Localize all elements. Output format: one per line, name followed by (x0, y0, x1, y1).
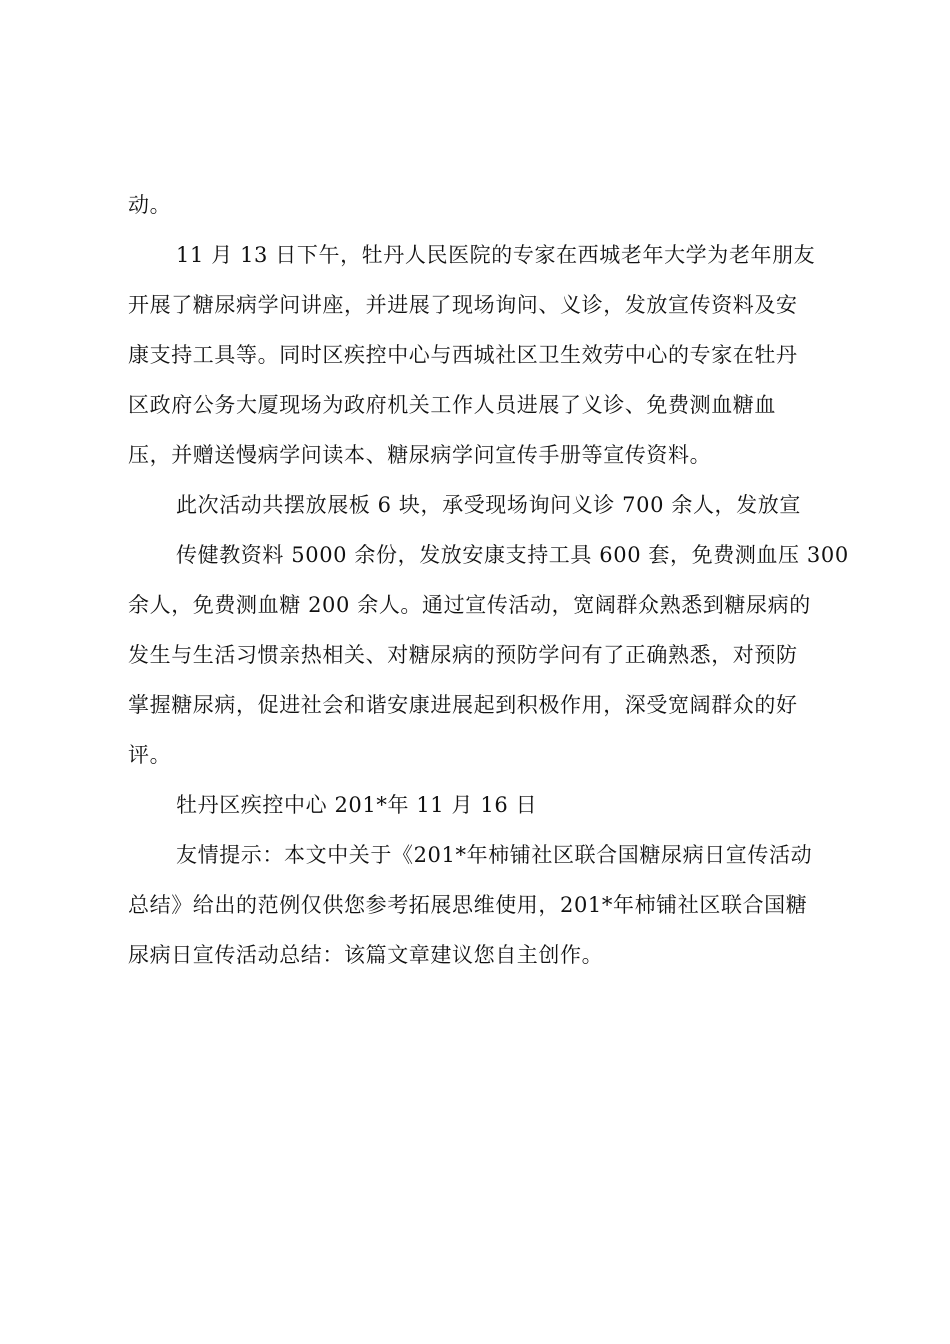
text-line-3: 开展了糖尿病学问讲座，并进展了现场询问、义诊，发放宣传资料及安 (128, 293, 798, 317)
text-line-6: 压，并赠送慢病学问读本、糖尿病学问宣传手册等宣传资料。 (128, 443, 712, 467)
text-line-7: 此次活动共摆放展板 6 块，承受现场询问义诊 700 余人，发放宣 (176, 493, 801, 517)
text-line-15: 总结》给出的范例仅供您参考拓展思维使用，201*年柿铺社区联合国糖 (128, 893, 808, 917)
text-line-5: 区政府公务大厦现场为政府机关工作人员进展了义诊、免费测血糖血 (128, 393, 776, 417)
text-line-2: 11 月 13 日下午，牡丹人民医院的专家在西城老年大学为老年朋友 (176, 243, 816, 267)
text-line-16: 尿病日宣传活动总结：该篇文章建议您自主创作。 (128, 943, 604, 967)
text-line-11: 掌握糖尿病，促进社会和谐安康进展起到积极作用，深受宽阔群众的好 (128, 693, 798, 717)
text-line-1: 动。 (128, 193, 172, 217)
text-line-12: 评。 (128, 743, 172, 767)
text-line-10: 发生与生活习惯亲热相关、对糖尿病的预防学问有了正确熟悉，对预防 (128, 643, 798, 667)
text-line-9: 余人，免费测血糖 200 余人。通过宣传活动，宽阔群众熟悉到糖尿病的 (128, 593, 811, 617)
text-line-8: 传健教资料 5000 余份，发放安康支持工具 600 套，免费测血压 300 (176, 543, 849, 567)
text-line-4: 康支持工具等。同时区疾控中心与西城社区卫生效劳中心的专家在牡丹 (128, 343, 798, 367)
text-line-14: 友情提示：本文中关于《201*年柿铺社区联合国糖尿病日宣传活动 (176, 843, 813, 867)
signature-line: 牡丹区疾控中心 201*年 11 月 16 日 (176, 793, 538, 817)
